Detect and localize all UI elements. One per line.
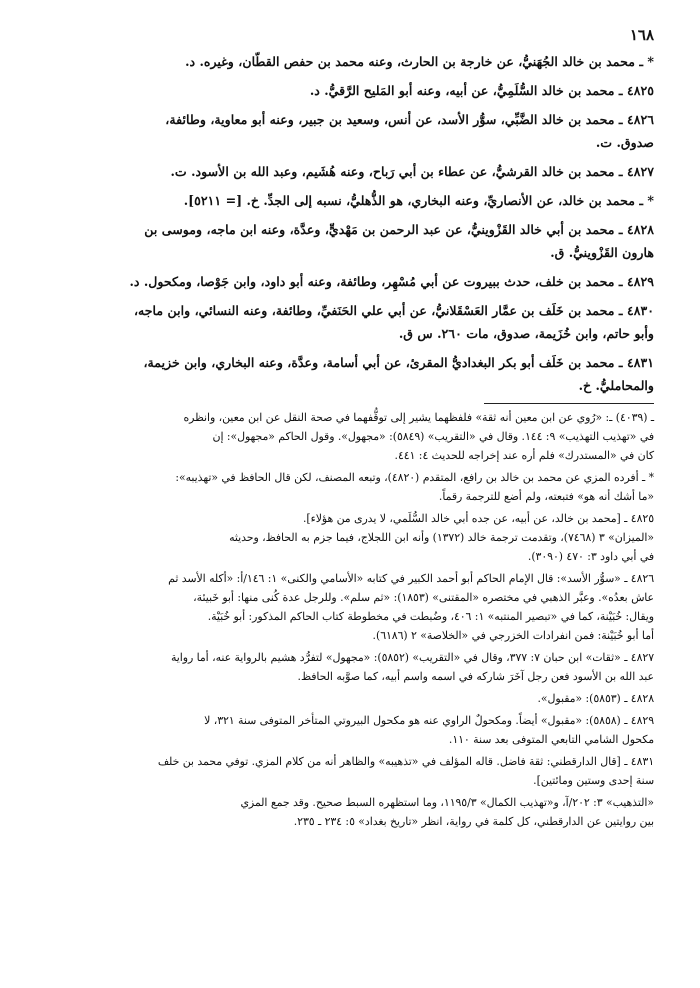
footnote bbox=[40, 468, 654, 506]
footnote bbox=[40, 711, 654, 749]
footnote-line: ويقال: خُبَيْنة، كما في «تبصير المنتبه» ١: ٤٠٦، وضُبطت في مخطوطة كتاب الحاكم المذكور: أبو خُبَيْة. bbox=[207, 610, 654, 623]
entry bbox=[40, 79, 654, 102]
footnote-line: ٤٨٢٧ ـ «ثقات» ابن حبان ٧: ٣٧٧، وقال في «التقريب» (٥٨٥٢): «مجهول» لتفرُّد هشيم بالرواية عنه، أما رواية bbox=[170, 651, 654, 664]
page-number: ١٦٨ bbox=[629, 26, 654, 44]
footnote-line: ٤٨٢٥ ـ [محمد بن خالد، عن أبيه، عن جده أبي خالد السُّلَمي، لا يدرى من هؤلاء]. bbox=[302, 512, 654, 525]
entry-line: ٤٨٢٨ ـ محمد بن أبي خالد القَزْوينيُّ، عن عبد الرحمن بن مَهْديٍّ، وعدَّة، وعنه ابن ماجه، وموسى بن bbox=[144, 222, 654, 237]
entry-line: ٤٨٢٦ ـ محمد بن خالد الضَّبِّي، سوُّر الأسد، عن أنس، وسعيد بن جبير، وعنه أبو معاوية، وطائفة، bbox=[165, 112, 654, 127]
entry-line: ٤٨٣٠ ـ محمد بن خَلَف بن عمَّار العَسْقَلانيُّ، عن أبي علي الحَنَفيِّ، وطائفة، وعنه النسائي، وابن ماجه، bbox=[133, 303, 654, 318]
footnote-line: ٤٨٢٨ ـ (٥٨٥٣): «مقبول». bbox=[537, 692, 654, 705]
entry-line: والمحامليُّ. خ. bbox=[578, 378, 654, 393]
footnote-line: «الميزان» ٣ (٧٤٦٨)، وتقدمت ترجمة خالد (١٣٧٢) وأنه ابن اللجلاج، فيما جزم به الحافظ، وحديثه bbox=[229, 531, 654, 544]
footnote-line: في «تهذيب التهذيب» ٩: ١٤٤. وقال في «التقريب» (٥٨٤٩): «مجهول». وقول الحاكم «مجهول»: إن bbox=[212, 430, 654, 443]
footnote-line: مكحول الشامي التابعي المتوفى بعد سنة ١١٠. bbox=[448, 733, 654, 746]
entry-line: ٤٨٢٩ ـ محمد بن خلف، حدث ببيروت عن أبي مُسْهِر، وطائفة، وعنه أبو داود، وابن جَوْصا، ومكحول. د. bbox=[129, 274, 654, 289]
footnote-separator bbox=[484, 403, 654, 404]
entry-line: ٤٨٢٧ ـ محمد بن خالد القرشيُّ، عن عطاء بن أبي رَباح، وعنه هُشَيم، وعبد الله بن الأسود. ت. bbox=[170, 164, 654, 179]
entry bbox=[40, 108, 654, 154]
entry-line: ٤٨٢٥ ـ محمد بن خالد السُّلَمِيُّ، عن أبيه، وعنه أبو المَليح الرَّقيُّ. د. bbox=[309, 83, 654, 98]
footnote bbox=[40, 689, 654, 708]
footnote-line: عبد الله بن الأسود فعن رجل آخَرَ شاركه في اسمه واسم أبيه، كما صوَّبه الحافظ. bbox=[297, 670, 654, 683]
footnote-line: ٤٨٢٦ ـ «سوُّر الأسد»: قال الإمام الحاكم أبو أحمد الكبير في كتابه «الأسامي والكنى» ١: ١٤٦/أ: «أكله الأسد ثم bbox=[168, 572, 654, 585]
footnote bbox=[40, 569, 654, 645]
footnote-line: كان في «المستدرك» فلم أره عند إخراجه للحديث ٤: ٤٤١. bbox=[394, 449, 654, 462]
footnote bbox=[40, 408, 654, 465]
entry-line: ٤٨٣١ ـ محمد بن خَلَف أبو بكر البغداديُّ المقرئ، عن أبي أسامة، وعدَّة، وعنه البخاري، وابن خزيمة، bbox=[143, 355, 654, 370]
biographical-entries bbox=[40, 50, 654, 397]
entry-line: وأبو حاتم، وابن خُزَيمة، صدوق، مات ٢٦٠. س ق. bbox=[398, 326, 654, 341]
entry bbox=[40, 299, 654, 345]
footnote-line: ٤٨٣١ ـ [قال الدارقطني: ثقة فاضل. قاله المؤلف في «تذهيبه» والظاهر أنه من كلام المزي. توفي محمد بن خلف bbox=[157, 755, 654, 768]
entry-line: هارون القَزْوينيُّ. ق. bbox=[550, 245, 654, 260]
entry bbox=[40, 189, 654, 212]
footnotes bbox=[40, 408, 654, 831]
footnote-line: أما أبو خُبَيْنة: فمن انفرادات الخزرجي في «الخلاصة» ٢ (٦١٨٦). bbox=[372, 629, 654, 642]
footnote-line: «التذهيب» ٣: ٢٠٢/آ، و«تهذيب الكمال» ١١٩٥/٣، وما استظهره السبط صحيح. وقد جمع المزي bbox=[240, 796, 654, 809]
footnote bbox=[40, 648, 654, 686]
entry bbox=[40, 270, 654, 293]
footnote bbox=[40, 509, 654, 566]
entry-line: صدوق. ت. bbox=[595, 135, 654, 150]
footnote-line: بين روايتين عن الدارقطني، كل كلمة في رواية، انظر «تاريخ بغداد» ٥: ٢٣٤ ـ ٢٣٥. bbox=[293, 815, 654, 828]
footnote-line: «ما أشك أنه هو» فتبعته، ولم أضع للترجمة رقماً. bbox=[438, 490, 654, 503]
footnote-line: ٤٨٢٩ ـ (٥٨٥٨): «مقبول» أيضاً. ومكحولٌ الراوي عنه هو مكحول البيروتي المتأخر المتوفى سنة ٣٢١، لا bbox=[204, 714, 654, 727]
entry-line: * ـ محمد بن خالد، عن الأنصاريِّ، وعنه البخاري، هو الذُّهليُّ، نسبه إلى الجدِّ. خ. [= ٥٢١١]. bbox=[183, 193, 654, 208]
footnote-line: عاش بعدُه». وعبَّر الذهبي في مختصره «المقتنى» (١٨٥٣): «ثم سلم». وللرجل عدة كُنى منها: أبو خَبيئة، bbox=[193, 591, 654, 604]
entry bbox=[40, 160, 654, 183]
entry bbox=[40, 351, 654, 397]
footnote-line: سنة إحدى وستين ومائتين]. bbox=[533, 774, 654, 787]
footnote-line: ـ (٤٠٣٩) ـ: «رُوي عن ابن معين أنه ثقة» فلفظهما يشير إلى توقُّفهما في صحة النقل عن ابن معين، وانظره bbox=[183, 411, 654, 424]
entry bbox=[40, 50, 654, 73]
footnote bbox=[40, 793, 654, 831]
entry-line: * ـ محمد بن خالد الجُهَنيُّ، عن خارجة بن الحارث، وعنه محمد بن حفص القطّان، وغيره. د. bbox=[185, 54, 654, 69]
entry bbox=[40, 218, 654, 264]
footnote-line: في أبي داود ٣: ٤٧٠ (٣٠٩٠). bbox=[527, 550, 654, 563]
footnote-line: * ـ أفرده المزي عن محمد بن خالد بن رافع، المتقدم (٤٨٢٠)، وتبعه المصنف، لكن قال الحافظ في «تهذيبه»: bbox=[175, 471, 654, 484]
footnote bbox=[40, 752, 654, 790]
